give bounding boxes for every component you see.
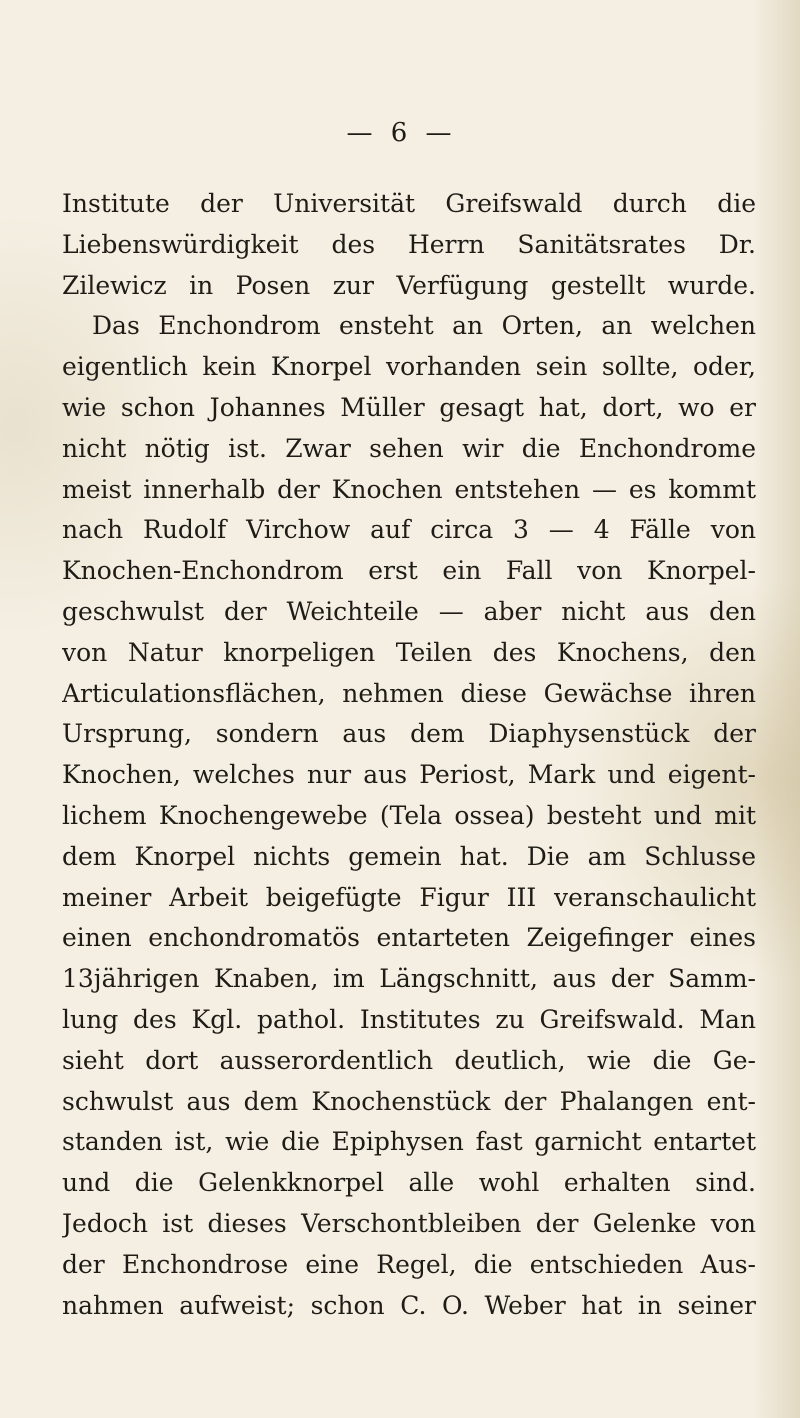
text-line: Knochen, welches nur aus Periost, Mark und eigent- bbox=[62, 760, 756, 790]
text-line: sieht dort ausserordentlich deutlich, wie die Ge- bbox=[62, 1045, 756, 1075]
text-line: der Enchondrose eine Regel, die entschieden Aus- bbox=[62, 1249, 756, 1279]
text-line: Institute der Universität Greifswald durch die bbox=[62, 189, 756, 218]
text-line: Jedoch ist dieses Verschontbleiben der Gelenke von bbox=[62, 1208, 756, 1238]
paragraph-start-line: Das Enchondrom ensteht an Orten, an welchen bbox=[92, 311, 756, 341]
text-line: nahmen aufweist; schon C. O. Weber hat in seiner bbox=[62, 1290, 756, 1320]
text-line: einen enchondromatös entarteten Zeigefinger eines bbox=[62, 923, 756, 953]
text-line: nach Rudolf Virchow auf circa 3 — 4 Fälle von bbox=[62, 515, 756, 545]
text-line: meist innerhalb der Knochen entstehen — es kommt bbox=[62, 474, 756, 504]
text-line: Ursprung, sondern aus dem Diaphysenstück der bbox=[62, 719, 756, 749]
page-number: — 6 — bbox=[346, 118, 454, 148]
text-line: nicht nötig ist. Zwar sehen wir die Enchondrome bbox=[62, 433, 756, 463]
text-line: lung des Kgl. pathol. Institutes zu Greifswald. Man bbox=[62, 1004, 756, 1034]
text-line: Zilewicz in Posen zur Verfügung gestellt wurde. bbox=[62, 270, 756, 300]
text-line: 13jährigen Knaben, im Längschnitt, aus der Samm- bbox=[62, 964, 756, 994]
text-line: von Natur knorpeligen Teilen des Knochens, den bbox=[62, 637, 756, 667]
text-line: geschwulst der Weichteile — aber nicht aus den bbox=[62, 596, 756, 626]
body-text bbox=[62, 184, 756, 1326]
text-line: dem Knorpel nichts gemein hat. Die am Schlusse bbox=[62, 841, 756, 871]
text-line: wie schon Johannes Müller gesagt hat, dort, wo er bbox=[62, 392, 756, 422]
text-line: meiner Arbeit beigefügte Figur III veranschaulicht bbox=[62, 882, 756, 912]
text-line: Liebenswürdigkeit des Herrn Sanitätsrates Dr. bbox=[62, 229, 756, 259]
text-line: eigentlich kein Knorpel vorhanden sein sollte, oder, bbox=[62, 352, 756, 382]
text-line: und die Gelenkknorpel alle wohl erhalten sind. bbox=[62, 1168, 756, 1198]
text-line: Articulationsflächen, nehmen diese Gewächse ihren bbox=[62, 678, 756, 708]
text-line: schwulst aus dem Knochenstück der Phalangen ent- bbox=[62, 1086, 756, 1116]
text-line: standen ist, wie die Epiphysen fast garnicht entartet bbox=[62, 1127, 756, 1157]
text-line: lichem Knochengewebe (Tela ossea) besteht und mit bbox=[62, 800, 756, 830]
text-line: Knochen-Enchondrom erst ein Fall von Knorpel- bbox=[62, 556, 756, 586]
